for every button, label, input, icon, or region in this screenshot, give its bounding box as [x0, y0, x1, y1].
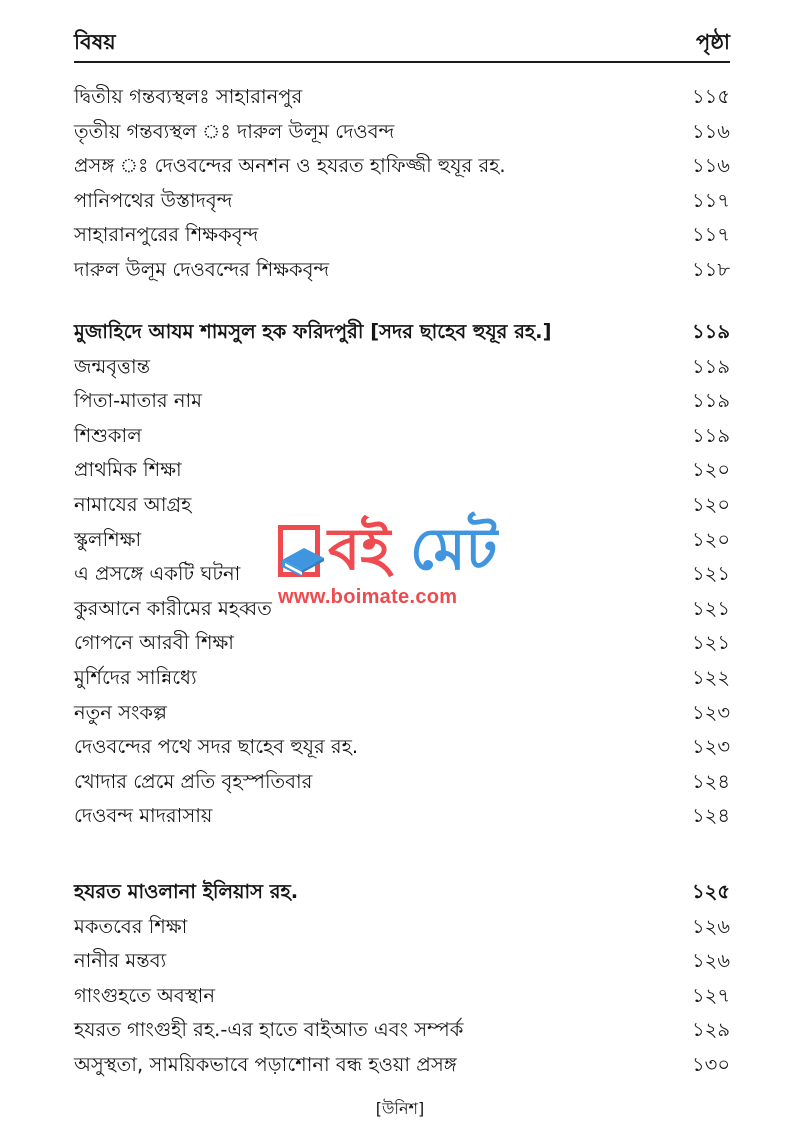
toc-entry: গাংগুহতে অবস্থান ১২৭	[74, 983, 730, 1007]
page-number-footer: [উনিশ]	[375, 1099, 425, 1118]
boimate-watermark	[278, 515, 528, 616]
toc-entry: সাহারানপুরের শিক্ষকবৃন্দ ১১৭	[74, 223, 730, 247]
watermark-url: www.boimate.com	[278, 586, 458, 608]
toc-entry: এ প্রসঙ্গে একটি ঘটনা ১২১	[74, 562, 730, 586]
toc-entry: দারুল উলূম দেওবন্দের শিক্ষকবৃন্দ ১১৮	[74, 257, 730, 281]
toc-entry: অসুস্থতা, সাময়িকভাবে পড়াশোনা বন্ধ হওয়া প্রসঙ্গ ১৩০	[74, 1052, 730, 1076]
toc-entry: স্কুলশিক্ষা ১২০	[74, 527, 730, 551]
toc-entry: জন্মবৃত্তান্ত ১১৯	[74, 354, 730, 378]
toc-entry: কুরআনে কারীমের মহব্বত ১২১	[74, 596, 730, 620]
toc-entry: দেওবন্দ মাদরাসায় ১২৪	[74, 804, 730, 828]
toc-entry: খোদার প্রেমে প্রতি বৃহস্পতিবার ১২৪	[74, 769, 730, 793]
toc-chapter-heading: হযরত মাওলানা ইলিয়াস রহ. ১২৫	[74, 880, 730, 903]
toc-entry: পানিপথের উস্তাদবৃন্দ ১১৭	[74, 188, 730, 212]
header-rule	[74, 61, 730, 63]
page-column-label: পৃষ্ঠা	[695, 30, 730, 54]
toc-chapter-heading: মুজাহিদে আযম শামসুল হক ফরিদপুরী [সদর ছাহেব হুযূর রহ.] ১১৯	[74, 320, 730, 343]
toc-entry: নামাযের আগ্রহ ১২০	[74, 492, 730, 516]
brand-part-1: বই	[328, 515, 391, 583]
toc-entry: প্রসঙ্গ ঃ দেওবন্দের অনশন ও হযরত হাফিজ্জী হুযূর রহ. ১১৬	[74, 154, 730, 178]
toc-entry: নতুন সংকল্প ১২৩	[74, 700, 730, 724]
toc-entry: মুর্শিদের সান্নিধ্যে ১২২	[74, 665, 730, 689]
toc-entry: শিশুকাল ১১৯	[74, 423, 730, 447]
toc-entry: পিতা-মাতার নাম ১১৯	[74, 389, 730, 413]
toc-entry: মকতবের শিক্ষা ১২৬	[74, 914, 730, 938]
brand-part-2: মেট	[410, 515, 498, 583]
subject-column-label: বিষয়	[74, 30, 116, 54]
toc-section-3	[74, 875, 730, 1083]
toc-section-1	[74, 80, 730, 288]
toc-entry: নানীর মন্তব্য ১২৬	[74, 949, 730, 973]
toc-entry: গোপনে আরবী শিক্ষা ১২১	[74, 631, 730, 655]
toc-header	[74, 26, 730, 58]
book-icon	[280, 546, 326, 578]
toc-entry: হযরত গাংগুহী রহ.-এর হাতে বাইআত এবং সম্পর্ক ১২৯	[74, 1018, 730, 1042]
toc-entry: দেওবন্দের পথে সদর ছাহেব হুযূর রহ. ১২৩	[74, 735, 730, 759]
toc-entry: তৃতীয় গন্তব্যস্থল ঃ দারুল উলূম দেওবন্দ ১১৬	[74, 119, 730, 143]
toc-entry: দ্বিতীয় গন্তব্যস্থলঃ সাহারানপুর ১১৫	[74, 85, 730, 108]
toc-entry: প্রাথমিক শিক্ষা ১২০	[74, 458, 730, 482]
